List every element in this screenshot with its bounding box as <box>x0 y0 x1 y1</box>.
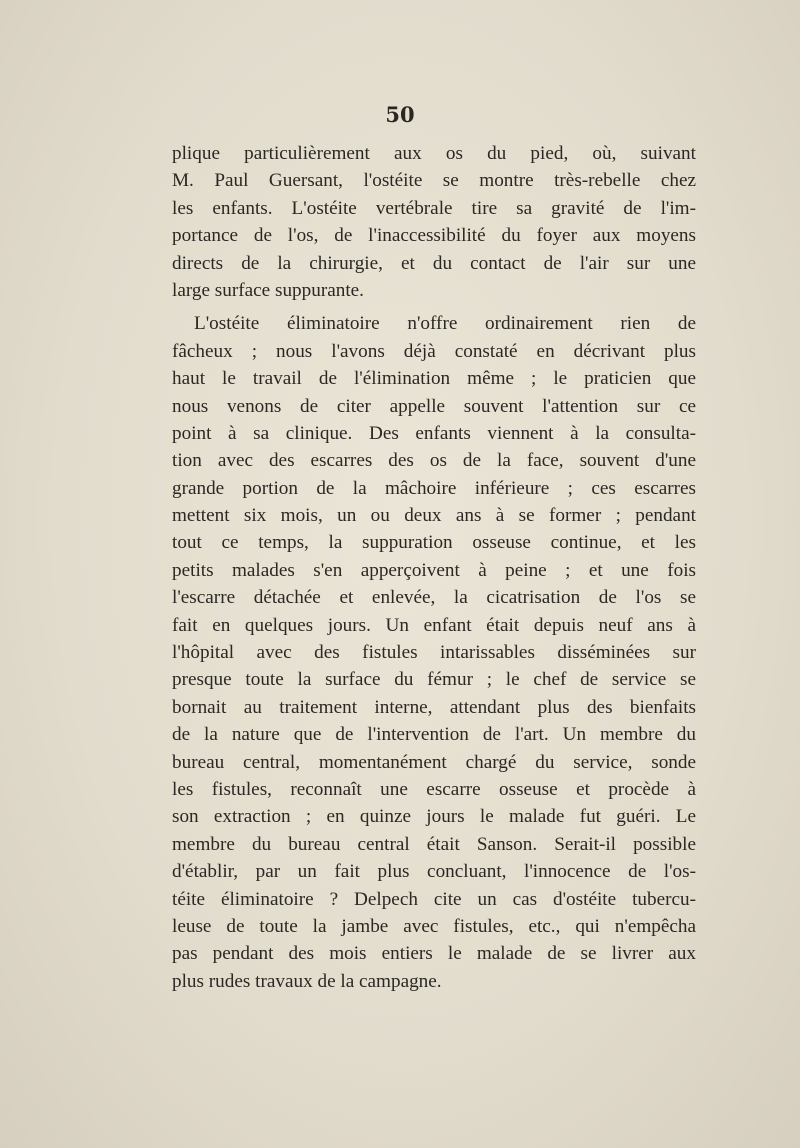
text-line: point à sa clinique. Des enfants viennent à la consulta- <box>172 422 696 444</box>
text-line: bornait au traitement interne, attendant plus des bienfaits <box>172 696 696 718</box>
text-line: membre du bureau central était Sanson. Serait-il possible <box>172 833 696 855</box>
paragraph <box>172 140 696 304</box>
text-line: les enfants. L'ostéite vertébrale tire sa gravité de l'im- <box>172 197 696 219</box>
text-line: portance de l'os, de l'inaccessibilité du foyer aux moyens <box>172 225 696 247</box>
text-line: tion avec des escarres des os de la face, souvent d'une <box>172 450 696 472</box>
text-line: grande portion de la mâchoire inférieure ; ces escarres <box>172 477 696 499</box>
text-line: presque toute la surface du fémur ; le chef de service se <box>172 669 696 691</box>
text-line: téite éliminatoire ? Delpech cite un cas d'ostéite tubercu- <box>172 888 696 910</box>
text-line: petits malades s'en apperçoivent à peine ; et une fois <box>172 559 696 581</box>
text-line: nous venons de citer appelle souvent l'attention sur ce <box>172 395 696 417</box>
text-line: fait en quelques jours. Un enfant était depuis neuf ans à <box>172 614 696 636</box>
text-line: plus rudes travaux de la campagne. <box>172 970 442 992</box>
text-line: plique particulièrement aux os du pied, où, suivant <box>172 143 696 164</box>
text-line: haut le travail de l'élimination même ; le praticien que <box>172 368 696 390</box>
text-line: d'établir, par un fait plus concluant, l'innocence de l'os- <box>172 861 696 883</box>
text-line: leuse de toute la jambe avec fistules, etc., qui n'empêcha <box>172 915 696 937</box>
text-line: l'hôpital avec des fistules intarissables disséminées sur <box>172 642 696 664</box>
text-line: large surface suppurante. <box>172 279 364 301</box>
text-line: fâcheux ; nous l'avons déjà constaté en décrivant plus <box>172 340 696 362</box>
text-line: bureau central, momentanément chargé du service, sonde <box>172 751 696 773</box>
text-line: M. Paul Guersant, l'ostéite se montre très-rebelle chez <box>172 170 696 192</box>
text-line: L'ostéite éliminatoire n'offre ordinairement rien de <box>194 313 696 335</box>
text-line: pas pendant des mois entiers le malade de se livrer aux <box>172 943 696 965</box>
text-line: tout ce temps, la suppuration osseuse continue, et les <box>172 532 696 554</box>
page-number: 50 <box>385 102 415 127</box>
paragraph <box>172 310 696 995</box>
text-line: mettent six mois, un ou deux ans à se former ; pendant <box>172 505 696 527</box>
text-line: son extraction ; en quinze jours le malade fut guéri. Le <box>172 806 696 828</box>
text-line: les fistules, reconnaît une escarre osseuse et procède à <box>172 778 696 800</box>
text-line: directs de la chirurgie, et du contact de l'air sur une <box>172 252 696 274</box>
text-line: de la nature que de l'intervention de l'art. Un membre du <box>172 724 696 746</box>
text-line: l'escarre détachée et enlevée, la cicatrisation de l'os se <box>172 587 696 609</box>
body-text <box>172 140 696 995</box>
